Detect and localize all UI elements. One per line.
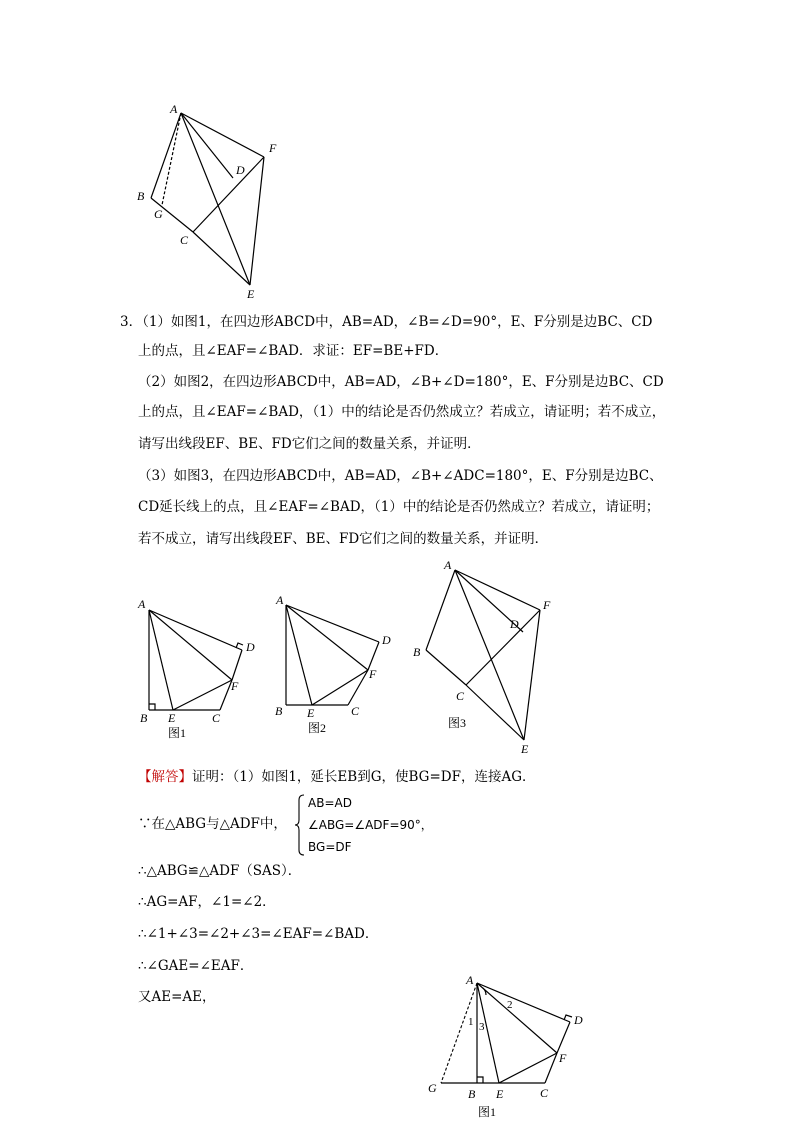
figure-2 [270, 588, 400, 736]
fig2-caption: 图2 [308, 721, 327, 735]
answer-line-2: ∴AG=AF，∠1=∠2． [138, 894, 276, 910]
fig2-label-c: C [351, 704, 360, 718]
fig3-label-e: E [521, 742, 529, 756]
top-label-c: C [180, 233, 189, 247]
proof-figure [420, 965, 585, 1123]
answer-intro [138, 768, 535, 786]
problem-p1-line1: 3．（1）如图1，在四边形ABCD中，AB=AD，∠B=∠D=90°，E、F分别是边BC、CD [120, 314, 653, 330]
system-equations [308, 792, 433, 858]
proof-angle-1: 1 [468, 1016, 474, 1028]
proof-angle-2: 2 [507, 999, 513, 1011]
fig1-label-f: F [231, 679, 239, 693]
answer-because: ∵在△ABG与△ADF中， [138, 816, 287, 832]
problem-p2-line1: （2）如图2，在四边形ABCD中，AB=AD，∠B+∠D=180°，E、F分别是边BC、CD [138, 374, 664, 390]
fig3-label-d: D [510, 617, 519, 631]
proof-caption: 图1 [478, 1105, 497, 1119]
top-label-e: E [247, 287, 255, 301]
proof-label-g: G [428, 1081, 437, 1095]
proof-label-d: D [574, 1013, 583, 1027]
system-brace [294, 794, 306, 856]
top-label-a: A [170, 102, 178, 116]
top-label-g: G [154, 207, 163, 221]
fig1-label-a: A [138, 597, 146, 611]
fig2-label-b: B [275, 704, 283, 718]
fig3-caption: 图3 [448, 716, 467, 730]
answer-line-3: ∴∠1+∠3=∠2+∠3=∠EAF=∠BAD． [138, 926, 379, 942]
fig1-label-e: E [168, 711, 176, 725]
fig2-label-d: D [382, 633, 391, 647]
proof-label-f: F [559, 1051, 567, 1065]
problem-p1-line2: 上的点，且∠EAF=∠BAD．求证：EF=BE+FD． [138, 343, 449, 359]
top-label-f: F [269, 141, 277, 155]
fig1-caption: 图1 [168, 726, 187, 740]
problem-p3-line3: 若不成立，请写出线段EF、BE、FD它们之间的数量关系，并证明． [138, 531, 549, 547]
proof-label-b: B [468, 1087, 476, 1101]
answer-line-4: ∴∠GAE=∠EAF． [138, 958, 254, 974]
problem-p2-line2: 上的点，且∠EAF=∠BAD，（1）中的结论是否仍然成立？若成立，请证明；若不成立， [138, 404, 666, 420]
top-label-b: B [137, 189, 145, 203]
fig2-label-e: E [307, 706, 315, 720]
top-label-d: D [236, 163, 245, 177]
system-eq-2: ∠ABG=∠ADF=90°， [308, 818, 433, 832]
proof-label-c: C [540, 1086, 549, 1100]
problem-p3-line2: CD延长线上的点，且∠EAF=∠BAD，（1）中的结论是否仍然成立？若成立，请证明； [138, 499, 660, 515]
problem-p2-line3: 请写出线段EF、BE、FD它们之间的数量关系，并证明． [138, 436, 481, 452]
fig3-label-a: A [444, 558, 452, 572]
fig1-label-b: B [140, 711, 148, 725]
proof-label-a: A [466, 973, 474, 987]
answer-intro-text: 证明：（1）如图1，延长EB到G，使BG=DF，连接AG． [192, 769, 536, 785]
proof-label-e: E [496, 1087, 504, 1101]
system-eq-3: BG=DF [308, 840, 352, 854]
fig3-label-b: B [413, 645, 421, 659]
system-eq-1: AB=AD [308, 796, 352, 810]
fig1-label-c: C [212, 711, 221, 725]
answer-label: 【解答】 [138, 769, 192, 785]
answer-line-1: ∴△ABG≌△ADF（SAS）． [138, 863, 302, 879]
fig1-label-d: D [246, 640, 255, 654]
fig3-label-c: C [456, 689, 465, 703]
fig3-label-f: F [543, 598, 551, 612]
figure-3 [405, 555, 570, 760]
fig2-label-a: A [276, 593, 284, 607]
fig2-label-f: F [369, 667, 377, 681]
answer-line-5: 又AE=AE， [138, 989, 216, 1005]
figure-1 [132, 590, 262, 740]
problem-p3-line1: （3）如图3，在四边形ABCD中，AB=AD，∠B+∠ADC=180°，E、F分别是边BC、 [138, 468, 663, 484]
top-figure [120, 95, 290, 305]
proof-angle-3: 3 [479, 1021, 485, 1033]
